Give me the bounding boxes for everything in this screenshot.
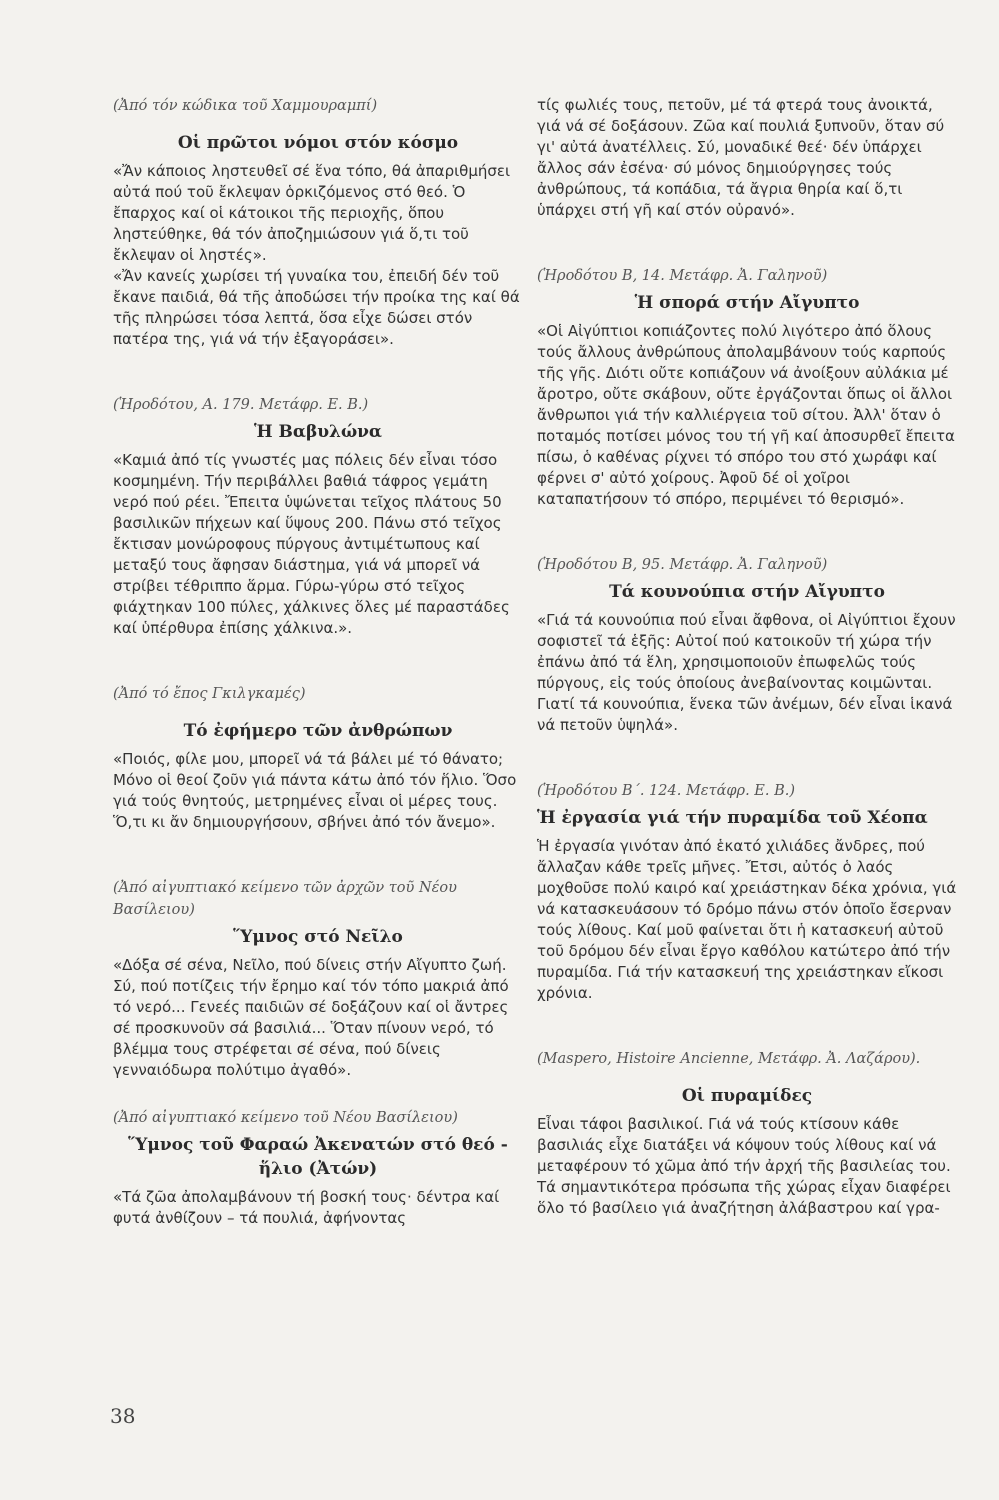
- section-text: «Γιά τά κουνούπια πού εἶναι ἄφθονα, οἱ Αἰγύπτιοι ἔχουν σοφιστεῖ τά ἑξῆς: Αὐτοί πού κατοικοῦν τή χώρα τήν ἐπάνω ἀπό τά ἕλη, χρησιμοποιοῦν ἐπωφελῶς τούς πύργους, εἰς τούς ὁποίους ἀνεβαίνοντας κοιμῶνται. Γιατί τά κουνούπια, ἕνεκα τῶν ἀνέμων, δέν εἶναι ἱκανά νά πετοῦν ὑψηλά».: [537, 611, 956, 734]
- right-column: [537, 95, 957, 1219]
- source-citation: (Ἡροδότου, Α. 179. Μετάφρ. Ε. Β.): [113, 397, 369, 413]
- section-title: Τά κουνούπια στήν Αἴγυπτο: [609, 582, 885, 602]
- source-citation: (Ἀπό αἰγυπτιακό κείμενο τοῦ Νέου Βασίλειου): [113, 1110, 458, 1126]
- section-title: Οἱ πρῶτοι νόμοι στόν κόσμο: [177, 133, 459, 153]
- section-title: Ἡ Βαβυλώνα: [253, 422, 383, 442]
- section-title: Ἡ ἐργασία γιά τήν πυραμίδα τοῦ Χέοπα: [537, 808, 928, 828]
- section-text: τίς φωλιές τους, πετοῦν, μέ τά φτερά τους ἀνοικτά, γιά νά σέ δοξάσουν. Ζῶα καί πουλιά ξυπνοῦν, ὅταν σύ γι' αὐτά ἀνατέλλεις. Σύ, μοναδικέ θεέ· δέν ὑπάρχει ἄλλος σάν ἐσένα· σύ μόνος δημιούργησες τούς ἀνθρώπους, τά κοπάδια, τά ἄγρια θηρία καί ὅ,τι ὑπάρχει στή γῆ καί στόν οὐρανό».: [537, 96, 945, 219]
- section-text: «Ἄν κάποιος ληστευθεῖ σέ ἕνα τόπο, θά ἀπαριθμήσει αὐτά πού τοῦ ἔκλεψαν ὁρκιζόμενος στό θεό. Ὁ ἔπαρχος καί οἱ κάτοικοι τῆς περιοχῆς, ὅπου ληστεύθηκε, θά τόν ἀποζημιώσουν γιά ὅ,τι τοῦ ἔκλεψαν οἱ ληστές». «Ἄν κανείς χωρίσει τή γυναίκα του, ἐπειδή δέν τοῦ ἔκανε παιδιά, θά τῆς ἀποδώσει τήν προίκα της καί θά τῆς πληρώσει τόσα λεπτά, ὅσα εἶχε δώσει στόν πατέρα της, γιά νά τήν ἐξαγοράσει».: [113, 162, 520, 348]
- section-text: «Καμιά ἀπό τίς γνωστές μας πόλεις δέν εἶναι τόσο κοσμημένη. Τήν περιβάλλει βαθιά τάφρος γεμάτη νερό πού ρέει. Ἔπειτα ὑψώνεται τεῖχος πλάτους 50 βασιλικῶν πήχεων καί ὕψους 200. Πάνω στό τεῖχος ἔκτισαν μονώροφους πύργους ἀντιμέτωπους καί μεταξύ τους ἄφησαν διάστημα, γιά νά μπορεῖ νά στρίβει τέθριππο ἅρμα. Γύρω-γύρω στό τεῖχος φιάχτηκαν 100 πύλες, χάλκινες ὅλες μέ παραστάδες καί ὑπέρθυρα ἐπίσης χάλκινα.».: [113, 451, 510, 637]
- section-text: «Ποιός, φίλε μου, μπορεῖ νά τά βάλει μέ τό θάνατο; Μόνο οἱ θεοί ζοῦν γιά πάντα κάτω ἀπό τόν ἥλιο. Ὅσο γιά τούς θνητούς, μετρημένες εἶναι οἱ μέρες τους. Ὅ,τι κι ἄν δημιουργήσουν, σβήνει ἀπό τόν ἄνεμο».: [113, 750, 517, 831]
- section-text: Ἡ ἐργασία γινόταν ἀπό ἑκατό χιλιάδες ἄνδρες, πού ἄλλαζαν κάθε τρεῖς μῆνες. Ἔτσι, αὐτός ὁ λαός μοχθοῦσε πολύ καιρό καί χρειάστηκαν δέκα χρόνια, γιά νά κατασκευάσουν τό δρόμο πάνω στόν ὁποῖο ἔσερναν τούς λίθους. Καί μοῦ φαίνεται ὅτι ἡ κατασκευή αὐτοῦ τοῦ δρόμου δέν εἶναι ἔργο καθόλου κατώτερο ἀπό τήν πυραμίδα. Γιά τήν κατασκευή της χρειάστηκαν εἴκοσι χρόνια.: [537, 837, 957, 1002]
- section-title: Τό ἐφήμερο τῶν ἀνθρώπων: [183, 721, 453, 741]
- source-citation: (Ἡροδότου Β, 14. Μετάφρ. Ἀ. Γαληνοῦ): [537, 268, 828, 284]
- source-citation: (Ἡροδότου Β, 95. Μετάφρ. Ἀ. Γαληνοῦ): [537, 557, 828, 573]
- left-column: [113, 95, 523, 1229]
- section-text: «Δόξα σέ σένα, Νεῖλο, πού δίνεις στήν Αἴγυπτο ζωή. Σύ, πού ποτίζεις τήν ἔρημο καί τόν τόπο μακριά ἀπό τό νερό... Γενεές παιδιῶν σέ δοξάζουν καί οἱ ἄντρες σέ προσκυνοῦν σά βασιλιά... Ὅταν πίνουν νερό, τό βλέμμα τους στρέφεται σέ σένα, πού δίνεις γενναιόδωρα πολύτιμο ἀγαθό».: [113, 956, 509, 1079]
- source-citation: (Ἀπό τόν κώδικα τοῦ Χαμμουραμπί): [113, 98, 378, 114]
- source-citation: (Ἀπό τό ἔπος Γκιλγκαμές): [113, 686, 306, 702]
- source-citation: (Ἡροδότου Β΄. 124. Μετάφρ. Ε. Β.): [537, 783, 796, 799]
- section-text: «Τά ζῶα ἀπολαμβάνουν τή βοσκή τους· δέντρα καί φυτά ἀνθίζουν – τά πουλιά, ἀφήνοντας: [113, 1188, 500, 1227]
- section-text: Εἶναι τάφοι βασιλικοί. Γιά νά τούς κτίσουν κάθε βασιλιάς εἶχε διατάξει νά κόψουν τούς λίθους καί νά μεταφέρουν τό χῶμα ἀπό τήν ἀρχή τῆς βασιλείας του. Τά σημαντικότερα πρόσωπα τῆς χώρας εἶχαν διαφέρει ὅλο τό βασίλειο γιά ἀναζήτηση ἀλάβαστρου καί γρα-: [537, 1115, 951, 1217]
- source-citation: (Maspero, Histoire Ancienne, Μετάφρ. Ἀ. Λαζάρου).: [537, 1051, 921, 1067]
- section-text: «Οἱ Αἰγύπτιοι κοπιάζοντες πολύ λιγότερο ἀπό ὅλους τούς ἄλλους ἀνθρώπους ἀπολαμβάνουν τούς καρπούς τῆς γῆς. Διότι οὔτε κοπιάζουν νά ἀνοίξουν αὐλάκια μέ ἄροτρο, οὔτε σκάβουν, οὔτε ἐργάζονται ὅπως οἱ ἄλλοι ἄνθρωποι γιά τήν καλλιέργεια τοῦ σίτου. Ἀλλ' ὅταν ὁ ποταμός ποτίσει μόνος του τή γῆ καί ἀποσυρθεῖ ἔπειτα πίσω, ὁ καθένας ρίχνει τό σπόρο του στό χωράφι καί φέρνει σ' αὐτό χοίρους. Ἀφοῦ δέ οἱ χοῖροι καταπατήσουν τό σπόρο, περιμένει τό θερισμό».: [537, 322, 955, 508]
- section-title: Ἡ σπορά στήν Αἴγυπτο: [634, 293, 860, 313]
- section-title: Ὕμνος τοῦ Φαραώ Ἀκενατών στό θεό - ἥλιο (Ἀτών): [128, 1135, 508, 1179]
- section-title: Ὕμνος στό Νεῖλο: [233, 927, 403, 947]
- source-citation: (Ἀπό αἰγυπτιακό κείμενο τῶν ἀρχῶν τοῦ Νέου Βασίλειου): [113, 880, 457, 918]
- page-number: 38: [110, 1404, 136, 1428]
- section-title: Οἱ πυραμίδες: [681, 1086, 813, 1106]
